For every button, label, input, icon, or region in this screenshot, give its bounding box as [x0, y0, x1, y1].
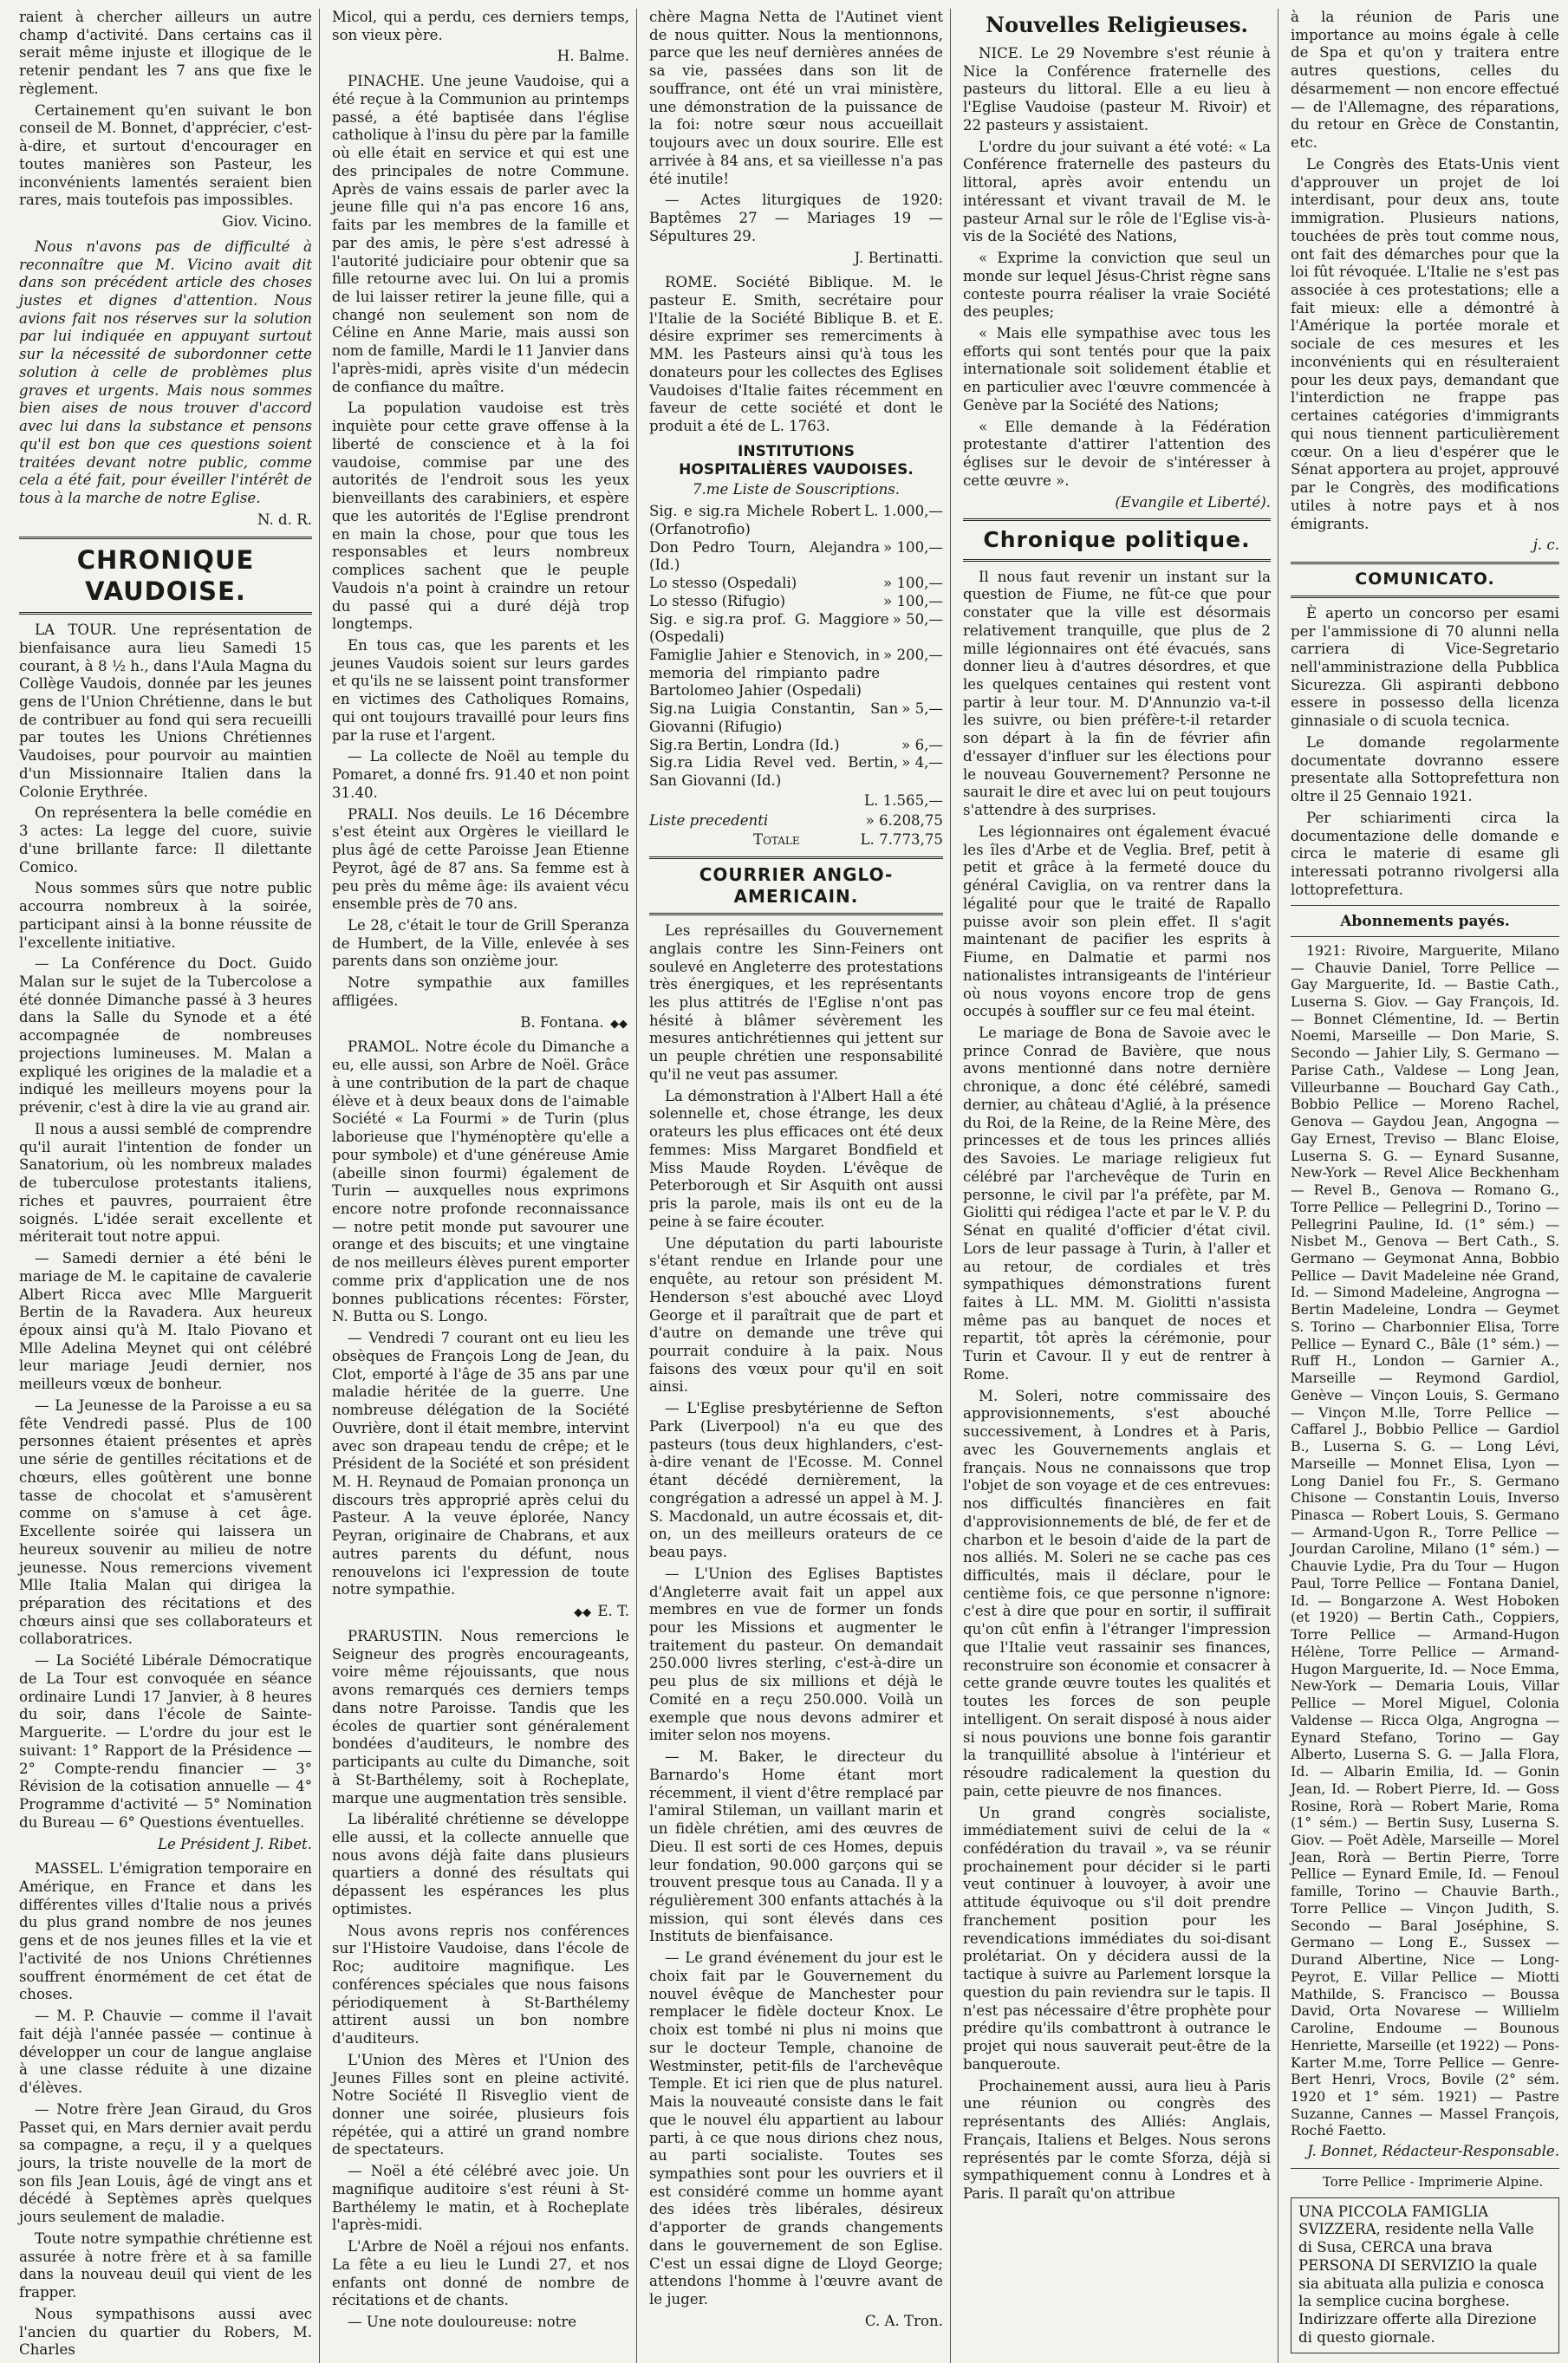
paragraph: — M. Baker, le directeur du Barnardo's Home étant mort récemment, il vient d'être remplacé par l'amiral Stileman, un vaillant marin et un fidèle chrétien, ami des œuvres de Dieu. Il est sorti de ces Homes, depuis leur fondation, 90.000 garçons qui se trouvent presque tous au Canada. Il y a régulièrement 300 enfants attachés à la mission, qui sont élevés dans ces Instituts de bienfaisance. — [649, 1748, 943, 1945]
previous-lists-row — [649, 812, 943, 830]
paragraph: Nous sommes sûrs que notre public accourra nombreux à la soirée, participant ainsi à la bonne réussite de l'excellente initiative. — [19, 880, 312, 951]
paragraph: On représentera la belle comédie en 3 actes: La legge del cuore, suivie d'une brillante farce: Il dilettante Comico. — [19, 804, 312, 876]
paragraph: — L'Eglise presbytérienne de Sefton Park (Liverpool) n'a eu que des pasteurs (tous deux highlanders, c'est-à-dire venant de l'Ecosse. M. Connel étant décédé dernièrement, la congrégation a adressé un appel à M. J. S. Macdonald, un autre écossais et, dit-on, un des meilleurs orateurs de ce beau pays. — [649, 1400, 943, 1561]
paragraph: Prochainement aussi, aura lieu à Paris une réunion ou congrès des représentants des Alliés: Anglais, Français, Italiens et Belges. Nous serons représentés par le comte Sforza, déjà si sympathiquement connu à Londres et à Paris. Il paraît qu'on attribue — [963, 2077, 1271, 2202]
paragraph: « Mais elle sympathise avec tous les efforts qui sont tentés pour que la paix internationale soit solidement établie et en particulier avec l'œuvre commencée à Genève par la Société des Nations; — [963, 325, 1271, 413]
paragraph: — La Société Libérale Démocratique de La Tour est convoquée en séance ordinaire Lundi 17 Janvier, à 8 heures du soir, dans l'école de Sainte-Marguerite. — L'ordre du jour est le suivant: 1° Rapport de la Présidence — 2° Compte-rendu financier — 3° Révision de la cotisation annuelle — 4° Programme d'activité — 5° Nomination du Bureau — 6° Questions éventuelles. — [19, 1652, 312, 1831]
subscription-amount: » 100,— — [883, 575, 943, 592]
subtotal-row — [649, 792, 943, 810]
editor-responsible: J. Bonnet, Rédacteur-Responsable. — [1307, 2143, 1559, 2160]
signature: J. Bertinatti. — [854, 249, 943, 266]
paragraph: PRALI. Nos deuils. Le 16 Décembre s'est éteint aux Orgères le vieillard le plus âgé de cette Paroisse Jean Etienne Peyrot, âgé de 87 ans. Sa femme est à peu près du même âge: ils avaient vécu ensemble près de 70 ans. — [332, 805, 629, 913]
paragraph: En tous cas, que les parents et les jeunes Vaudois soient sur leurs gardes et qu'ils ne se laissent point transformer en victimes des Catholiques Romains, qui ont toujours travaillé pour leurs fins par la ruse et l'argent. — [332, 636, 629, 744]
paragraph: Notre sympathie aux familles affligées. — [332, 974, 629, 1009]
subscription-amount: » 5,— — [901, 700, 943, 718]
paragraph: raient à chercher ailleurs un autre champ d'activité. Dans certains cas il serait même injuste et illogique de le retenir pendant les 7 ans que fixe le règlement. — [19, 9, 312, 97]
paragraph: La libéralité chrétienne se développe elle aussi, et la collecte annuelle que nous avons déjà faite dans plusieurs quartiers a donné des résultats qui dépassent les espérances les plus optimistes. — [332, 1811, 629, 1917]
section-title-chronique-politique: Chronique politique. — [963, 518, 1271, 561]
signature — [332, 1603, 629, 1621]
diamond-ornament-icon: ◆◆ — [610, 1017, 628, 1031]
paragraph: L'Union des Mères et l'Union des Jeunes Filles sont en pleine activité. Notre Société Il Risveglio vient de donner une soirée, plusieurs fois répétée, qui a attiré un grand nombre de spectateurs. — [332, 2051, 629, 2158]
paragraph: Le mariage de Bona de Savoie avec le prince Conrad de Bavière, que nous avons mentionné dans notre dernière chronique, a donc été célébré, samedi dernier, au château d'Aglié, à la présence du Roi, de la Reine, de la Reine Mère, des princesses et de tous les princes alliés des Savoies. Le mariage religieux fut célébré par l'archevêque de Turin en personne, le civil par l'a préfète, par M. Giolitti qui rédigea l'acte et par le V. P. du Sénat en qualité d'officier d'état civil. Lors de leur passage à Turin, à l'aller et au retour, de cordiales et très sympathiques démonstrations furent faites à LL. MM. M. Giolitti n'assista même pas au banquet de noces et repartit, tôt après la cérémonie, pour Turin et Cavour. Il y eut de rentrer à Rome. — [963, 1024, 1271, 1383]
printer-line: Torre Pellice - Imprimerie Alpine. — [1322, 2173, 1544, 2190]
column-1 — [12, 9, 320, 2363]
paragraph: Il nous faut revenir un instant sur la question de Fiume, ne fût-ce que pour constater que la ville est désormais relativement tranquille, que plus de 2 mille légionnaires ont été évacués, sans donner lieu à d'autres désordres, et que les quelques centaines qui restent vont partir à leur tour. M. D'Annunzio va-t-il les suivre, ou bien préfère-t-il retarder son départ à la fin de février afin d'essayer d'influer sur les élections pour le nouveau Gouvernement? Personne ne saurait le dire et avec lui on peut toujours s'attendre à des surprises. — [963, 568, 1271, 819]
previous-lists-label: Liste precedenti — [649, 811, 769, 829]
column-5 — [1284, 9, 1566, 2363]
subscription-amount: » 100,— — [883, 538, 943, 556]
divider — [1291, 2168, 1559, 2169]
paragraph: Le Congrès des Etats-Unis vient d'approuver un projet de loi interdisant, pour deux ans, toute immigration. Plusieurs nations, touchées de près tout comme nous, ont fait des démarches pour que la loi fût révoquée. L'Italie ne s'est pas associée à ces protestations; elle a fait mieux: elle a démontré à l'Amérique la portée morale et sociale de ces mesures et les inconvénients qui en résulteraient pour les deux pays, demandant que l'interdiction ne frappe pas certaines catégories d'immigrants qui nous tiennent particulièrement cœur. On a lieu d'espérer que le Sénat apportera au projet, approuvé par le Congrès, des modifications utiles à notre pays et à nos émigrants. — [1291, 155, 1559, 532]
paragraph: — Noël a été célébré avec joie. Un magnifique auditoire s'est réuni à St-Barthélemy le matin, et à Rocheplate l'après-midi. — [332, 2163, 629, 2234]
paragraph: chère Magna Netta de l'Autinet vient de nous quitter. Nous la mentionnons, parce que les neuf dernières années de sa vie, passées dans son lit de souffrance, ont été un vrai ministère, une démonstration de la puissance de la foi: notre sœur nous accueillait toujours avec un doux sourire. Elle est arrivée à 84 ans, et sa vieillesse n'a pas été inutile! — [649, 9, 943, 187]
paragraph: Certainement qu'en suivant le bon conseil de M. Bonnet, d'apprécier, c'est-à-dire, et surtout d'encourager en toutes manières son Pasteur, les inconvénients lamentés seraient bien rares, mais toutefois pas impossibles. — [19, 101, 312, 209]
signature — [332, 1014, 629, 1032]
column-4 — [956, 9, 1278, 2363]
previous-lists-amount: » 6.208,75 — [865, 811, 943, 829]
paragraph: Une députation du parti labouriste s'étant rendue en Irlande pour une enquête, au retour son président M. Henderson s'est abouché avec Lloyd George et il paraîtrait que de part et d'autre on demande une trêve qui pourrait conduire à la paix. Nous faisons des vœux pour qu'il en soit ainsi. — [649, 1234, 943, 1396]
signature: H. Balme. — [556, 48, 629, 65]
paragraph: È aperto un concorso per esami per l'ammissione di 70 alunni nella carriera di Vice-Segretario nell'amministrazione della Pubblica Sicurezza. Gli aspiranti debbono essere in possesso della licenza ginnasiale o di scuola tecnica. — [1291, 604, 1559, 730]
institutions-title-line2: HOSPITALIÈRES VAUDOISES. — [679, 461, 914, 479]
section-title-nouvelles-religieuses: Nouvelles Religieuses. — [986, 12, 1248, 37]
paragraph: M. Soleri, notre commissaire des approvisionnements, s'est abouché successivement, à Londres et à Paris, avec les Gouvernements anglais et français. Nous ne connaissons que trop l'objet de son voyage et de ces entrevues: nos difficultés financières en fait d'approvisionnements de blé, de fer et de charbon et le besoin d'aide de la part de nos alliés. M. Soleri ne se cache pas ces difficultés, mais il déclare, pour le centième fois, ce que personne n'ignore: c'est à dire que pour en sortir, il suffirait qu'on cût enfin à l'étranger l'impression que l'Italie veut rassainir ses finances, reconstruire son économie et consacrer à cette grande œuvre toutes les qualités et toutes les forces de son peuple intelligent. On serait disposé à nous aider si nous pouvions une bonne fois garantir la tranquillité absolue à l'intérieur et résoudre radicalement la question du pain, cette pieuvre de nos finances. — [963, 1387, 1271, 1800]
classified-ad — [1291, 2197, 1559, 2353]
paragraph: Les représailles du Gouvernement anglais contre les Sinn-Feiners ont soulevé en Angleterre des protestations très énergiques, et les représentants les plus attitrés de l'Eglise n'ont pas hésité à blâmer sévèrement les mesures antichrétiennes qui jettent sur un peuple chrétien une responsabilité qu'il ne veut pas assumer. — [649, 922, 943, 1083]
signature-text: B. Fontana. — [520, 1013, 604, 1031]
diamond-ornament-icon: ◆◆ — [574, 1606, 592, 1620]
subscription-row — [649, 593, 943, 611]
paragraph: ROME. Société Biblique. M. le pasteur E. Smith, secrétaire pour l'Italie de la Société Biblique B. et E. désire exprimer ses remerciments à MM. les Pasteurs ainsi qu'à tous les donateurs pour les collectes des Eglises Vaudoises d'Italie faites récemment en faveur de cette société et dont le produit a été de L. 1763. — [649, 274, 943, 435]
total-row — [649, 831, 943, 850]
paragraph: Toute notre sympathie chrétienne est assurée à notre frère et à sa famille dans la nouveau deuil qui vient de les frapper. — [19, 2230, 312, 2301]
paragraph: — M. P. Chauvie — comme il l'avait fait déjà l'année passée — continue à développer un cour de langue anglaise à une classe réduite à une dizaine d'élèves. — [19, 2008, 312, 2097]
subscription-row — [649, 539, 943, 575]
paragraph: MASSEL. L'émigration temporaire en Amérique, en France et dans les différentes villes d'Italie nous a privés du plus grand nombre de nos jeunes gens et de nos jeunes filles et la vie et l'activité de nos Unions Chrétiennes souffrent énormément de cet état de choses. — [19, 1860, 312, 2003]
paragraph: — Actes liturgiques de 1920: Baptêmes 27 — Mariages 19 — Sépultures 29. — [649, 192, 943, 244]
paragraph: — Samedi dernier a été béni le mariage de M. le capitaine de cavalerie Albert Ricca avec Mlle Marguerit Bertin de la Ravadera. Aux heureux époux ainsi qu'à M. Italo Piovano et Mlle Adelina Meynet qui ont célébré leur mariage Jeudi dernier, nos meilleurs vœux de bonheur. — [19, 1250, 312, 1393]
paragraph: L'ordre du jour suivant a été voté: « La Conférence fraternelle des pasteurs du littoral, après avoir entendu un intéressant et vivant travail de M. le pasteur Arnal sur le rôle de l'Eglise vis-à-vis de la Société des Nations, — [963, 138, 1271, 245]
subscription-donor: Sig.ra Bertin, Londra (Id.) — [649, 736, 840, 753]
subscription-amount: » 50,— — [892, 610, 943, 628]
paragraph: Micol, qui a perdu, ces derniers temps, son vieux père. — [332, 9, 629, 43]
paragraph: « Elle demande à la Fédération protestante d'attirer l'attention des églises sur le devoir de s'intéresser à cette œuvre ». — [963, 418, 1271, 489]
subscription-amount: L. 1.000,— — [864, 503, 943, 520]
divider — [1291, 905, 1559, 906]
paragraph: — La collecte de Noël au temple du Pomaret, a donné frs. 91.40 et non point 31.40. — [332, 748, 629, 801]
editor-note: Nous n'avons pas de difficulté à reconnaître que M. Vicino avait dit dans son précédent article des choses justes et dignes d'attention. Nous avions fait nos réserves sur la solution par lui indiquée en appuyant surtout sur la nécessité de subordonner cette solution à celle de problèmes plus graves et urgents. Mais nous sommes bien aises de nous trouver d'accord avec lui dans la substance et pensons qu'il est bon que ces questions soient traitées devant notre public, comme cela a été fait, pour éveiller l'intérêt de tous à la marche de notre Eglise. — [19, 238, 312, 507]
paragraph: Les légionnaires ont également évacué les îles d'Arbe et de Veglia. Bref, petit à petit et grâce à la fermeté douce du général Caviglia, on va rentrer dans la légalité pour que le traité de Rapallo puisse avoir son plein effet. Il s'agit maintenant de pacifier les esprits à Fiume, en Dalmatie et parmi nos nationalistes intransigeants de l'intérieur où nous voyons encore trop de gens occupés à souffler sur ce feu mal éteint. — [963, 823, 1271, 1020]
total-amount: L. 7.773,75 — [860, 831, 943, 849]
paragraph: à la réunion de Paris une importance au moins égale à celle de Spa et qu'on y traitera entre autres questions, celles du désarmement — non encore effectué — de l'Allemagne, des réparations, du retour en Grèce de Constantin, etc. — [1291, 9, 1559, 152]
subscription-row — [649, 754, 943, 790]
paragraph: — Vendredi 7 courant ont eu lieu les obsèques de François Long de Jean, du Clot, emporté à l'âge de 35 ans par une maladie héritée de la guerre. Une nombreuse délégation de la Société Ouvrière, dont il était membre, intervint avec son drapeau tendu de crêpe; et le Président de la Société et son président M. H. Reynaud de Pomaian prononça un discours très approprié après celui du Pasteur. A la veuve éplorée, Nancy Peyran, originaire de Chabrans, et aux autres parents du défunt, nous renouvelons ici l'expression de toute notre sympathie. — [332, 1330, 629, 1598]
paragraph: — Notre frère Jean Giraud, du Gros Passet qui, en Mars dernier avait perdu sa compagne, a reçu, il y a quelques jours, la triste nouvelle de la mort de son fils Jean Louis, âgé de vingt ans et décédé à Septèmes après quelques jours seulement de maladie. — [19, 2100, 312, 2226]
subscription-amount: » 4,— — [901, 754, 943, 771]
paragraph: LA TOUR. Une représentation de bienfaisance aura lieu Samedi 15 courant, à 8 ½ h., dans l'Aula Magna du Collège Vaudois, donnée par les jeunes gens de l'Union Chrétienne, dans le but de contribuer au fond qui sera recueilli par toutes les Unions Chrétiennes Vaudoises, pour pourvoir au maintien d'un Missionnaire Italien dans la Colonie Erythrée. — [19, 622, 312, 800]
abonnements-title: Abonnements payés. — [1340, 912, 1510, 930]
subscription-amount: » 200,— — [883, 647, 943, 663]
subscription-donor: Don Pedro Tourn, Alejandra (Id.) — [649, 538, 881, 574]
signature: C. A. Tron. — [864, 2312, 943, 2329]
subscription-donor: Famiglie Jahier e Stenovich, in memoria del rimpianto padre Bartolomeo Jahier (Ospedali) — [649, 647, 881, 700]
paragraph: L'Arbre de Noël a réjoui nos enfants. La fête a eu lieu le Lundi 27, et nos enfants ont donné de nombre de récitations et de chants. — [332, 2238, 629, 2309]
section-title-chronique-vaudoise: CHRONIQUE VAUDOISE. — [19, 537, 312, 615]
total-label: Totale — [753, 831, 800, 849]
paragraph: — La Jeunesse de la Paroisse a eu sa fête Vendredi passé. Plus de 100 personnes étaient présentes et après une série de gentilles récitations et de chœurs, elles goûtèrent une bonne tasse de chocolat et s'amusèrent comme on s'amuse à cet âge. Excellente soirée qui laissera un heureux souvenir au milieu de notre jeunesse. Nous remercions vivement Mlle Italia Malan qui dirigea la préparation des récitations et des chœurs ainsi que ses collaborateurs et collaboratrices. — [19, 1396, 312, 1648]
abonnements-list: 1921: Rivoire, Marguerite, Milano — Chauvie Daniel, Torre Pellice — Gay Marguerite, Id. — Bastie Cath., Luserna S. Giov. — Gay François, Id. — Bonnet Clémentine, Id. — Bertin Noemi, Marseille — Don Marie, S. Secondo — Jahier Lily, S. Germano — Parise Cath., Valdese — Long Jean, Villeurbanne — Bouchard Gay Cath., Bobbio Pellice — Moreno Rachel, Genova — Gaydou Jean, Angogna — Gay Ernest, Treviso — Blanc Eloise, Luserna S. G. — Eynard Susanne, New-York — Revel Alice Beckhenham — Revel B., Genova — Romano G., Torre Pellice — Pellegrini D., Torino — Pellegrini Pauline, Id. (1° sém.) — Nisbet M., Genova — Bert Cath., S. Germano — Geymonat Anna, Bobbio Pellice — Davit Madeleine née Grand, Id. — Simond Madeleine, Angrogna — Bertin Madeleine, Londra — Geymet S. Torino — Charbonnier Elisa, Torre Pellice — Eynard C., Bâle (1° sém.) — Ruff H., London — Garnier A., Marseille — Reymond Gardiol, Genève — Vinçon Louis, S. Germano — Vinçon M.lle, Torre Pellice — Caffarel J., Bobbio Pellice — Gardiol B., Luserna S. G. — Long Lévi, Marseille — Monnet Elisa, Lyon — Long Daniel fou Fr., S. Germano Chisone — Constantin Louis, Inverso Pinasca — Robert Louis, S. Germano — Armand-Ugon R., Torre Pellice — Jourdan Caroline, Milano (1° sém.) — Chauvie Lydie, Pra du Tour — Hugon Paul, Torre Pellice — Fontana Daniel, Id. — Bongarzone A. West Hoboken (et 1920) — Bertin Cath., Coppiers, Torre Pellice — Armand-Hugon Hélène, Torre Pellice — Armand-Hugon Marguerite, Id. — Noce Emma, New-York — Demaria Louis, Villar Pellice — Morel Miguel, Colonia Valdense — Ricca Olga, Angrogna — Eynard Stefano, Torino — Gay Alberto, Luserna S. G. — Jalla Flora, Id. — Albarin Emilia, Id. — Gonin Jean, Id. — Robert Pierre, Id. — Goss Rosine, Rorà — Robert Marie, Roma (1° sém.) — Bertin Susy, Luserna S. Giov. — Poët Adèle, Marseille — Morel Jean, Rorà — Bertin Pierre, Torre Pellice — Eynard Emile, Id. — Fenoul famille, Torino — Chauvie Barth., Torre Pellice — Vinçon Judith, S. Secondo — Baral Joséphine, S. Germano — Long E., Sussex — Durand Albertine, Nice — Long-Peyrot, E. Villar Pellice — Miotti Mathilde, S. Francisco — Boussa David, Orta Novarese — Willielm Caroline, Endoume — Bounous Henriette, Marseille (et 1922) — Pons-Karter M.me, Torre Pellice — Genre-Bert Henri, Vrocs, Bovile (2° sém. 1920 et 1° sém. 1921) — Pastre Suzanne, Cannes — Massel François, Roché Faetto. — [1291, 941, 1559, 2139]
signature: Le Président J. Ribet. — [157, 1835, 312, 1852]
paragraph: Nous avons repris nos conférences sur l'Histoire Vaudoise, dans l'école de Roc; auditoire magnifique. Les conférences spéciales que nous faisons périodiquement à St-Barthélemy attirent aussi un bon nombre d'auditeurs. — [332, 1922, 629, 2047]
paragraph: — Une note douloureuse: notre — [348, 2314, 577, 2331]
paragraph: PRARUSTIN. Nous remercions le Seigneur des progrès encourageants, voire même réjouissants, que nous avons remarqués ces derniers temps dans notre Paroisse. Tandis que les écoles de quartier sont généralement bondées d'auditeurs, le nombre des participants au culte du Dimanche, soit à St-Barthélemy, soit à Rocheplate, marque une augmentation très sensible. — [332, 1627, 629, 1806]
subscription-donor: Sig.na Luigia Constantin, San Giovanni (Rifugio) — [649, 700, 899, 735]
signature: j. c. — [1532, 537, 1559, 554]
subscriptions-subtitle: 7.me Liste de Souscriptions. — [692, 481, 901, 498]
subscription-donor: Lo stesso (Ospedali) — [649, 575, 797, 592]
subscription-row — [649, 503, 943, 538]
subscription-amount: » 100,— — [883, 592, 943, 609]
subscription-donor: Sig.ra Lidia Revel ved. Bertin, San Giovanni (Id.) — [649, 754, 899, 790]
subscription-donor: Sig. e sig.ra Michele Robert (Orfanotrofio) — [649, 503, 862, 537]
paragraph: — Le grand événement du jour est le choix fait par le Gouvernement du nouvel évêque de Manchester pour remplacer le fidèle docteur Knox. Le choix est tombé ni plus ni moins que sur le docteur Temple, chanoine de Westminster, petit-fils de l'archevêque Temple. Et ici rien que de plus naturel. Mais la nouveauté consiste dans le fait que le nouvel élu appartient au labour parti, à ce que nous dirions chez nous, au parti socialiste. Toutes ses sympathies sont pour les ouvriers et il est considéré comme un homme ayant des idées très libérales, désireux d'apporter de grands changements dans le gouvernement de son Eglise. C'est un essai digne de Lloyd George; attendons l'homme à l'œuvre avant de le juger. — [649, 1950, 943, 2308]
signature-text: E. T. — [597, 1603, 629, 1620]
column-2 — [325, 9, 637, 2363]
column-3 — [642, 9, 951, 2363]
paragraph: La population vaudoise est très inquiète pour cette grave offense à la liberté de conscience et à la foi vaudoise, commise par une des autorités de l'endroit sous les yeux bienveillants des carabiniers, et espère que les autorités de l'Eglise prendront en main la chose, pour que tous les responsables et leurs nombreux complices sachent que le peuple Vaudois n'a point à craindre un retour du passé qui a duré déjà trop longtemps. — [332, 400, 629, 633]
subscription-donor: Lo stesso (Rifugio) — [649, 592, 786, 609]
paragraph: La démonstration à l'Albert Hall a été solennelle et, chose étrange, les deux orateurs les plus efficaces ont été deux femmes: Miss Margaret Bondfield et Miss Maude Royden. L'évêque de Peterborough et Sir Asquith ont aussi pris la parole, mais ils ont eu de la peine à se faire écouter. — [649, 1087, 943, 1230]
paragraph: Il nous a aussi semblé de comprendre qu'il aurait l'intention de fonder un Sanatorium, où les nombreux malades de tuberculose protestants italiens, riches et pauvres, pourraient être soignés. L'idée serait excellente et mériterait tout notre appui. — [19, 1120, 312, 1246]
signature: (Evangile et Liberté). — [1115, 493, 1271, 511]
subscription-row — [649, 700, 943, 736]
classified-ad-text: UNA PICCOLA FAMIGLIA SVIZZERA, residente nella Valle di Susa, CERCA una brava PERSONA DI SERVIZIO la quale sia abituata alla pulizia e conosca la semplice cucina borghese. Indirizzare offerte alla Direzione di questo giornale. — [1298, 2203, 1545, 2346]
paragraph: Un grand congrès socialiste, immédiatement suivi de celui de la « confédération du travail », va se réunir prochainement pour décider si le parti veut continuer à louvoyer, à avoir une attitude équivoque ou s'il doit prendre franchement position pour les revendications immédiates du soi-disant prolétariat. On y décidera aussi de la tactique à suivre au Parlement lorsque la question du pain reviendra sur le tapis. Il n'est pas nécessaire d'être prophète pour prédire qu'ils combattront à outrance le projet qui nous sauverait peut-être de la banqueroute. — [963, 1804, 1271, 2073]
subscription-row — [649, 737, 943, 755]
subscription-amount: » 6,— — [901, 736, 943, 753]
subscription-row — [649, 647, 943, 700]
paragraph: « Exprime la conviction que seul un monde sur lequel Jésus-Christ règne sans conteste pourra réaliser la vraie Société des peuples; — [963, 250, 1271, 321]
signature: N. d. R. — [257, 511, 312, 528]
paragraph: Nous sympathisons aussi avec l'ancien du quartier du Robers, M. Charles — [19, 2305, 312, 2359]
paragraph: — La Conférence du Doct. Guido Malan sur le sujet de la Tubercolose a été donnée Dimanche passé à 3 heures dans la Salle du Synode et a été accompagnée de nombreuses projections lumineuses. M. Malan a expliqué les origines de la maladie et a indiqué les meilleurs moyens pour la prévenir, c'est à dire la vie au grand air. — [19, 955, 312, 1116]
paragraph: Le domande regolarmente documentate dovranno essere presentate alla Sottoprefettura non oltre il 25 Gennaio 1921. — [1291, 733, 1559, 805]
paragraph: — L'Union des Eglises Baptistes d'Angleterre avait fait un appel aux membres en vue de former un fonds pour les Missions et augmenter le traitement du pasteur. On demandait 250.000 livres sterling, c'est-à-dire un peu plus de six millions et déjà le Comité en a reçu 250.000. Voilà un exemple que nous devons admirer et imiter selon nos moyens. — [649, 1565, 943, 1744]
section-title-courrier-anglo-americain: COURRIER ANGLO-AMERICAIN. — [649, 856, 943, 915]
paragraph: PINACHE. Une jeune Vaudoise, qui a été reçue à la Communion au printemps passé, a été baptisée dans l'église catholique à l'insu du père par la famille où elle était en service et qui est une des principales de notre Commune. Après de vains essais de parler avec la jeune fille qui n'a pas encore 16 ans, faits par les membres de la famille et par des amis, le père s'est adressé à l'autorité judiciaire pour obtenir que sa fille retourne avec lui. On lui a promis de lui laisser retirer la jeune fille, qui a changé non seulement son nom de Céline en Anne Marie, mais aussi son nom de famille, Mardi le 11 Janvier dans l'après-midi, après visite d'un médecin de confiance du maître. — [332, 73, 629, 395]
divider — [1291, 936, 1559, 937]
paragraph: PRAMOL. Notre école du Dimanche a eu, elle aussi, son Arbre de Noël. Grâce à une contribution de la part de chaque élève et à deux beaux dons de l'aimable Société « La Fourmi » de Turin (plus laborieuse que l'hyménoptère qu'elle a pour symbole) et d'une généreuse Amie (abeille sinon fourmi) également de Turin — auxquelles nous exprimons encore notre profonde reconnaissance — notre petit monde put savourer une orange et des biscuits; et une vingtaine de nos meilleurs élèves purent emporter comme prix d'application une de nos bonnes publications récentes: Förster, N. Butta ou S. Longo. — [332, 1038, 629, 1325]
paragraph: Per schiarimenti circa la documentazione delle domande e circa le materie di esame gli interessati potranno rivolgersi alla lottoprefettura. — [1291, 809, 1559, 898]
subscription-row — [649, 575, 943, 593]
paragraph: NICE. Le 29 Novembre s'est réunie à Nice la Conférence fraternelle des pasteurs du littoral. Elle a eu lieu à l'Eglise Vaudoise (pasteur M. Rivoir) et 22 pasteurs y assistaient. — [963, 45, 1271, 133]
institutions-title-line1: INSTITUTIONS — [738, 442, 855, 460]
signature: Giov. Vicino. — [222, 213, 312, 231]
institutions-title — [649, 443, 943, 480]
subscription-donor: Sig. e sig.ra prof. G. Maggiore (Ospedali) — [649, 610, 889, 646]
subtotal-amount: L. 1.565,— — [864, 791, 943, 809]
paragraph: Le 28, c'était le tour de Grill Speranza de Humbert, de la Ville, enlevée à ses parents dans son onzième jour. — [332, 916, 629, 970]
subscription-row — [649, 611, 943, 647]
subscriptions-list — [649, 503, 943, 791]
section-title-comunicato: COMUNICATO. — [1291, 562, 1559, 598]
